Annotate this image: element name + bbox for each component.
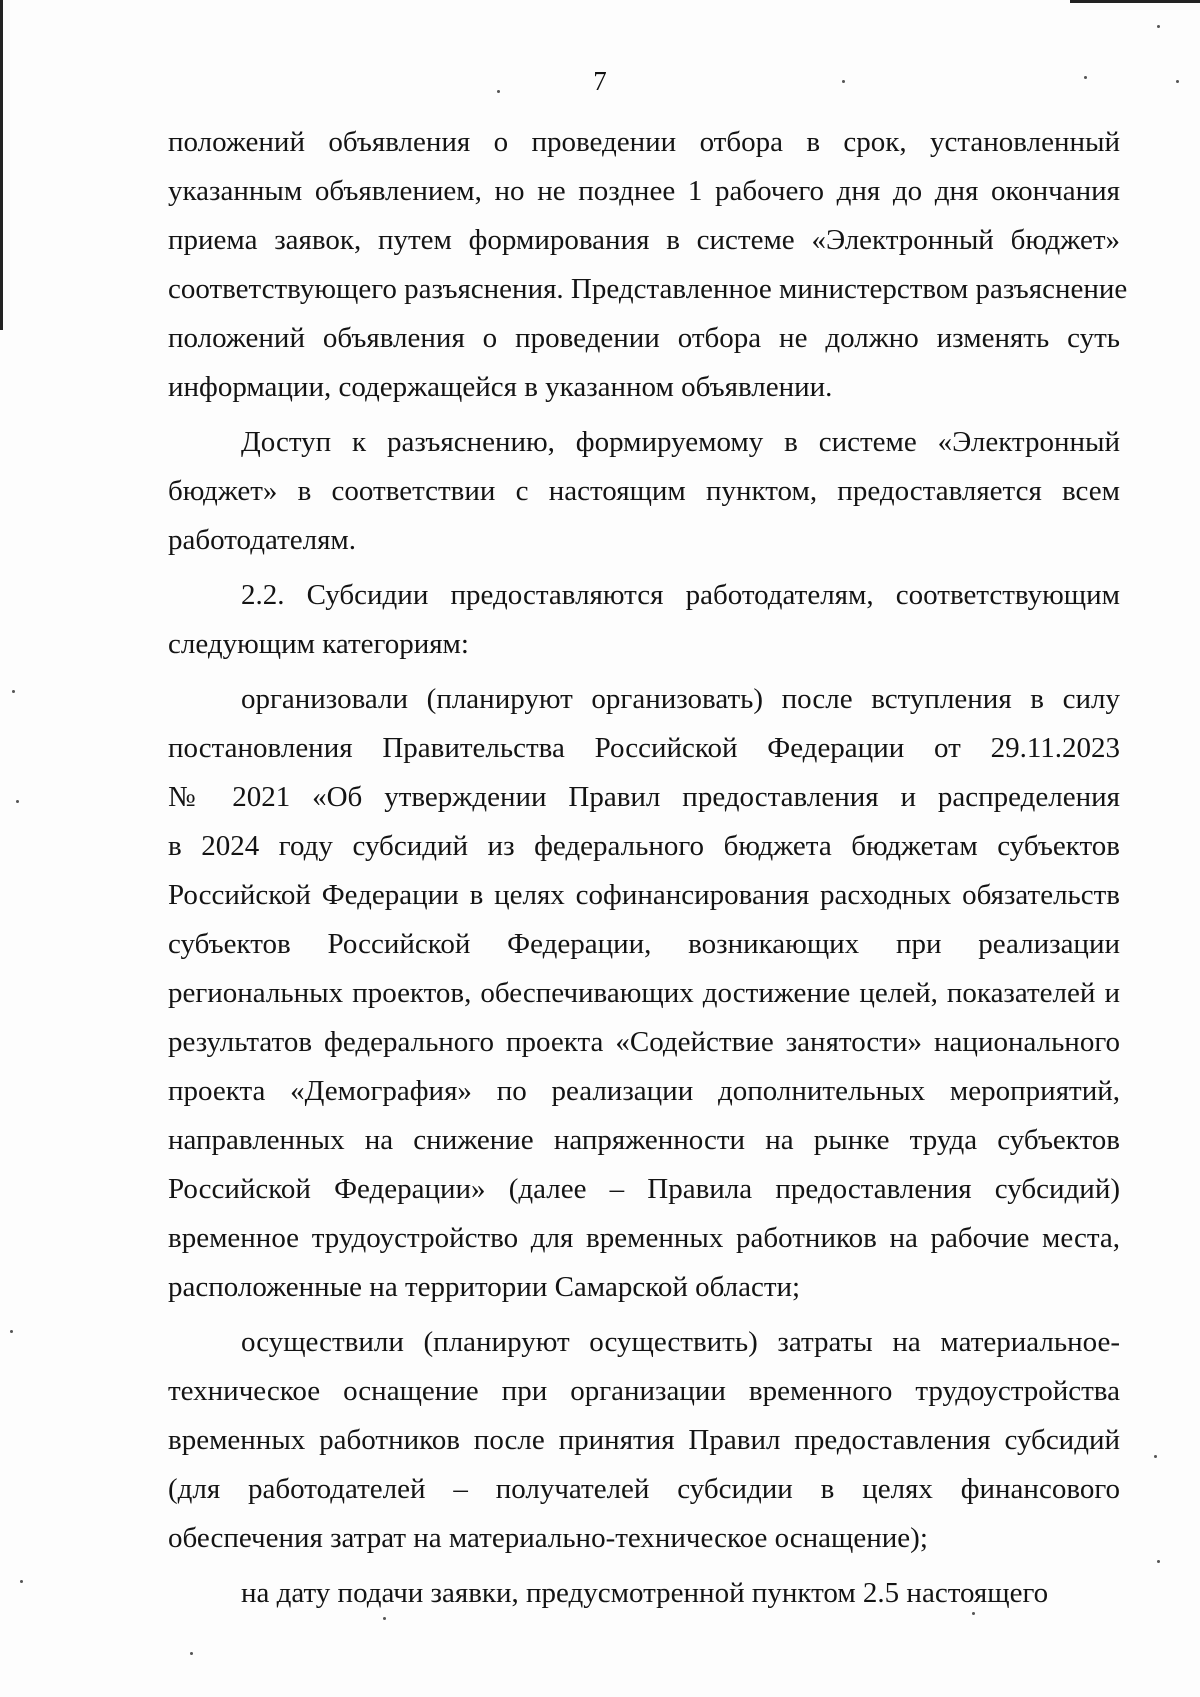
paragraph bbox=[168, 118, 1128, 412]
paragraph bbox=[168, 1318, 1120, 1563]
text-line: положений объявления о проведении отбора в срок, установленный bbox=[168, 126, 1120, 158]
text-line: (для работодателей – получателей субсидии в целях финансового bbox=[168, 1473, 1120, 1505]
text-line: положений объявления о проведении отбора не должно изменять суть bbox=[168, 322, 1120, 354]
text-line: направленных на снижение напряженности на рынке труда субъектов bbox=[168, 1124, 1120, 1156]
text-line: приема заявок, путем формирования в системе «Электронный бюджет» bbox=[168, 224, 1120, 256]
text-line: Российской Федерации в целях софинансирования расходных обязательств bbox=[168, 879, 1120, 911]
text-line: расположенные на территории Самарской области; bbox=[168, 1271, 801, 1303]
text-line: бюджет» в соответствии с настоящим пунктом, предоставляется всем bbox=[168, 475, 1120, 507]
document-body bbox=[168, 118, 1128, 1624]
scan-speck bbox=[1084, 76, 1087, 79]
text-line: обеспечения затрат на материально-техническое оснащение); bbox=[168, 1522, 928, 1554]
scan-speck bbox=[1176, 80, 1179, 83]
scan-speck bbox=[12, 690, 15, 693]
text-line: временных работников после принятия Правил предоставления субсидий bbox=[168, 1424, 1120, 1456]
scan-speck bbox=[383, 1617, 386, 1620]
text-line: следующим категориям: bbox=[168, 628, 469, 660]
scan-speck bbox=[20, 1580, 23, 1583]
text-line: техническое оснащение при организации временного трудоустройства bbox=[168, 1375, 1120, 1407]
scan-speck bbox=[10, 1330, 13, 1333]
text-line: региональных проектов, обеспечивающих достижение целей, показателей и bbox=[168, 977, 1120, 1009]
text-line: работодателям. bbox=[168, 524, 357, 556]
scan-speck bbox=[190, 1652, 193, 1655]
text-line: постановления Правительства Российской Федерации от 29.11.2023 bbox=[168, 732, 1120, 764]
paragraph bbox=[168, 675, 1120, 1312]
text-line: осуществили (планируют осуществить) затраты на материальное- bbox=[241, 1326, 1120, 1358]
text-line: в 2024 году субсидий из федерального бюджета бюджетам субъектов bbox=[168, 830, 1120, 862]
scan-speck bbox=[16, 800, 19, 803]
scan-speck bbox=[972, 1612, 975, 1615]
text-line: информации, содержащейся в указанном объявлении. bbox=[168, 371, 833, 403]
text-line: соответствующего разъяснения. Представленное министерством разъяснение bbox=[168, 273, 1128, 305]
page-number: 7 bbox=[593, 66, 607, 96]
text-line: № 2021 «Об утверждении Правил предоставления и распределения bbox=[168, 781, 1120, 813]
scan-speck bbox=[842, 80, 845, 83]
text-line: проекта «Демография» по реализации дополнительных мероприятий, bbox=[168, 1075, 1120, 1107]
paragraph bbox=[168, 418, 1120, 565]
text-line: результатов федерального проекта «Содействие занятости» национального bbox=[168, 1026, 1120, 1058]
scan-edge-left bbox=[0, 0, 3, 330]
text-line: субъектов Российской Федерации, возникающих при реализации bbox=[168, 928, 1120, 960]
text-line: 2.2. Субсидии предоставляются работодателям, соответствующим bbox=[241, 579, 1120, 611]
text-line: Российской Федерации» (далее – Правила предоставления субсидий) bbox=[168, 1173, 1120, 1205]
scan-speck bbox=[1157, 1560, 1160, 1563]
scan-speck bbox=[1157, 25, 1160, 28]
text-line: на дату подачи заявки, предусмотренной пунктом 2.5 настоящего bbox=[241, 1577, 1049, 1609]
paragraph bbox=[168, 1569, 1120, 1618]
text-line: временное трудоустройство для временных работников на рабочие места, bbox=[168, 1222, 1120, 1254]
scan-edge-top bbox=[1070, 0, 1200, 3]
text-line: Доступ к разъяснению, формируемому в системе «Электронный bbox=[241, 426, 1120, 458]
scan-speck bbox=[1154, 1455, 1157, 1458]
scan-speck bbox=[497, 90, 500, 93]
text-line: указанным объявлением, но не позднее 1 рабочего дня до дня окончания bbox=[168, 175, 1120, 207]
paragraph bbox=[168, 571, 1120, 669]
text-line: организовали (планируют организовать) после вступления в силу bbox=[241, 683, 1120, 715]
